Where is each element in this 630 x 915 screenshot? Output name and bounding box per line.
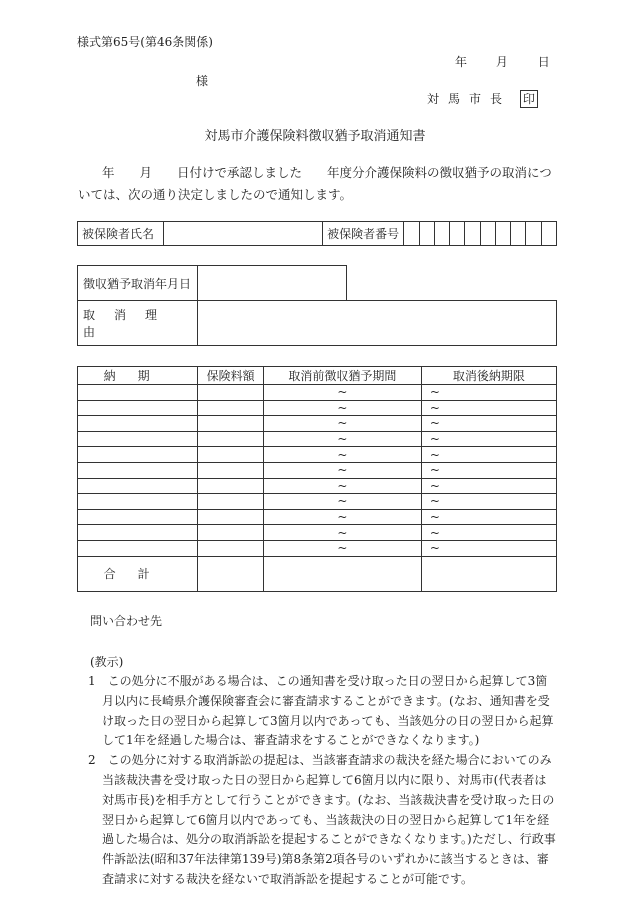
pre-period-cell[interactable]: ~	[263, 416, 421, 432]
header-due-date-text: 納期	[103, 369, 172, 383]
new-due-cell[interactable]: ~	[421, 494, 556, 510]
total-premium-cell[interactable]	[198, 556, 264, 591]
premium-cell[interactable]	[198, 540, 264, 556]
cancel-table	[77, 265, 557, 346]
insured-number-box[interactable]	[419, 222, 434, 246]
table-row	[78, 416, 557, 432]
due-cell[interactable]	[78, 400, 198, 416]
premium-cell[interactable]	[198, 462, 264, 478]
premium-cell[interactable]	[198, 416, 264, 432]
pre-period-cell[interactable]: ~	[263, 525, 421, 541]
insured-number-box[interactable]	[541, 222, 556, 246]
insured-number-label: 被保険者番号	[323, 222, 404, 246]
premium-cell[interactable]	[198, 385, 264, 401]
notice-item: 1 この処分に不服がある場合は、この通知書を受け取った日の翌日から起算して3箇月以内に長崎県介護保険審査会に審査請求することができます。(なお、通知書を受け取った日の翌日から起算して3箇月以内であっても、当該処分の日の翌日から起算して1年を経過した場合は、審査請求をすることができなくなります。)	[88, 674, 554, 748]
due-cell[interactable]	[78, 462, 198, 478]
notice-item: 2 この処分に対する取消訴訟の提起は、当該審査請求の裁決を経た場合においてのみ当該裁決書を受け取った日の翌日から起算して6箇月以内に限り、対馬市(代表者は対馬市長)を相手方として行うことができます。(なお、当該裁決書を受け取った日の翌日から起算して6箇月以内であっても、当該裁決の日の翌日から起算して1年を経過した場合は、処分の取消訴訟を提起することができなくなります。)ただし、行政事件訴訟法(昭和37年法律第139号)第8条第2項各号のいずれかに該当するときは、審査請求に対する裁決を経ないで取消訴訟を提起することが可能です。	[88, 753, 556, 886]
insured-number-box[interactable]	[526, 222, 541, 246]
due-cell[interactable]	[78, 416, 198, 432]
insured-name-field[interactable]	[164, 222, 323, 246]
intro-text: 年 月 日付けで承認しました 年度分介護保険料の徴収猶予の取消については、次の通り決定しましたので通知します。	[78, 165, 552, 202]
notice-body	[88, 672, 558, 890]
premium-cell[interactable]	[198, 494, 264, 510]
total-label	[78, 556, 198, 591]
table-row	[78, 447, 557, 463]
date-day: 日	[537, 55, 550, 69]
date-year: 年	[455, 55, 468, 69]
due-cell[interactable]	[78, 447, 198, 463]
cancel-reason-field[interactable]	[198, 301, 557, 346]
pre-period-cell[interactable]: ~	[263, 478, 421, 494]
new-due-cell[interactable]: ~	[421, 416, 556, 432]
premium-cell[interactable]	[198, 431, 264, 447]
premium-cell[interactable]	[198, 525, 264, 541]
new-due-cell[interactable]: ~	[421, 400, 556, 416]
cancel-reason-label-text: 取消理由	[83, 308, 177, 339]
table-row	[78, 494, 557, 510]
table-row	[78, 540, 557, 556]
seal-mark: 印	[520, 90, 538, 108]
cancel-date-field[interactable]	[198, 266, 346, 301]
due-cell[interactable]	[78, 525, 198, 541]
issuer-name: 対馬市長	[427, 92, 512, 106]
premium-cell[interactable]	[198, 478, 264, 494]
addressee-suffix: 様	[196, 74, 209, 88]
header-due-date	[78, 367, 198, 385]
new-due-cell[interactable]: ~	[421, 525, 556, 541]
total-pre-period-cell[interactable]	[263, 556, 421, 591]
premium-cell[interactable]	[198, 447, 264, 463]
pre-period-cell[interactable]: ~	[263, 431, 421, 447]
due-cell[interactable]	[78, 431, 198, 447]
issuer-line	[427, 90, 538, 108]
new-due-cell[interactable]: ~	[421, 478, 556, 494]
table-row	[78, 478, 557, 494]
due-cell[interactable]	[78, 385, 198, 401]
new-due-cell[interactable]: ~	[421, 385, 556, 401]
contact-label: 問い合わせ先	[90, 614, 163, 628]
header-new-due: 取消後納期限	[421, 367, 556, 385]
due-cell[interactable]	[78, 509, 198, 525]
insured-number-box[interactable]	[480, 222, 495, 246]
header-premium: 保険料額	[198, 367, 264, 385]
premium-cell[interactable]	[198, 400, 264, 416]
insured-number-box[interactable]	[465, 222, 480, 246]
pre-period-cell[interactable]: ~	[263, 462, 421, 478]
document-title: 対馬市介護保険料徴収猶予取消通知書	[204, 129, 426, 144]
due-cell[interactable]	[78, 540, 198, 556]
cancel-date-label: 徴収猶予取消年月日	[78, 266, 198, 301]
insured-number-box[interactable]	[450, 222, 465, 246]
total-label-text: 合計	[103, 566, 172, 581]
date-month: 月	[495, 55, 508, 69]
notice-heading: (教示)	[90, 655, 124, 669]
table-row	[78, 462, 557, 478]
new-due-cell[interactable]: ~	[421, 447, 556, 463]
table-row	[78, 385, 557, 401]
issue-date	[445, 53, 550, 70]
new-due-cell[interactable]: ~	[421, 540, 556, 556]
insured-number-box[interactable]	[495, 222, 510, 246]
pre-period-cell[interactable]: ~	[263, 540, 421, 556]
due-cell[interactable]	[78, 478, 198, 494]
insured-name-label: 被保険者氏名	[78, 222, 164, 246]
insured-table	[77, 221, 557, 246]
pre-period-cell[interactable]: ~	[263, 447, 421, 463]
pre-period-cell[interactable]: ~	[263, 385, 421, 401]
insured-number-box[interactable]	[404, 222, 419, 246]
table-row	[78, 509, 557, 525]
pre-period-cell[interactable]: ~	[263, 400, 421, 416]
table-row	[78, 525, 557, 541]
pre-period-cell[interactable]: ~	[263, 494, 421, 510]
due-cell[interactable]	[78, 494, 198, 510]
cancel-date-spacer	[346, 266, 556, 301]
new-due-cell[interactable]: ~	[421, 462, 556, 478]
new-due-cell[interactable]: ~	[421, 509, 556, 525]
total-new-due-cell[interactable]	[421, 556, 556, 591]
insured-number-box[interactable]	[434, 222, 449, 246]
new-due-cell[interactable]: ~	[421, 431, 556, 447]
total-row	[78, 556, 557, 591]
form-number: 様式第65号(第46条関係)	[77, 35, 213, 49]
table-row	[78, 431, 557, 447]
payment-table	[77, 366, 557, 592]
header-pre-period: 取消前徴収猶予期間	[263, 367, 421, 385]
cancel-reason-label	[78, 301, 198, 346]
table-row	[78, 400, 557, 416]
pre-period-cell[interactable]: ~	[263, 509, 421, 525]
insured-number-box[interactable]	[511, 222, 526, 246]
premium-cell[interactable]	[198, 509, 264, 525]
